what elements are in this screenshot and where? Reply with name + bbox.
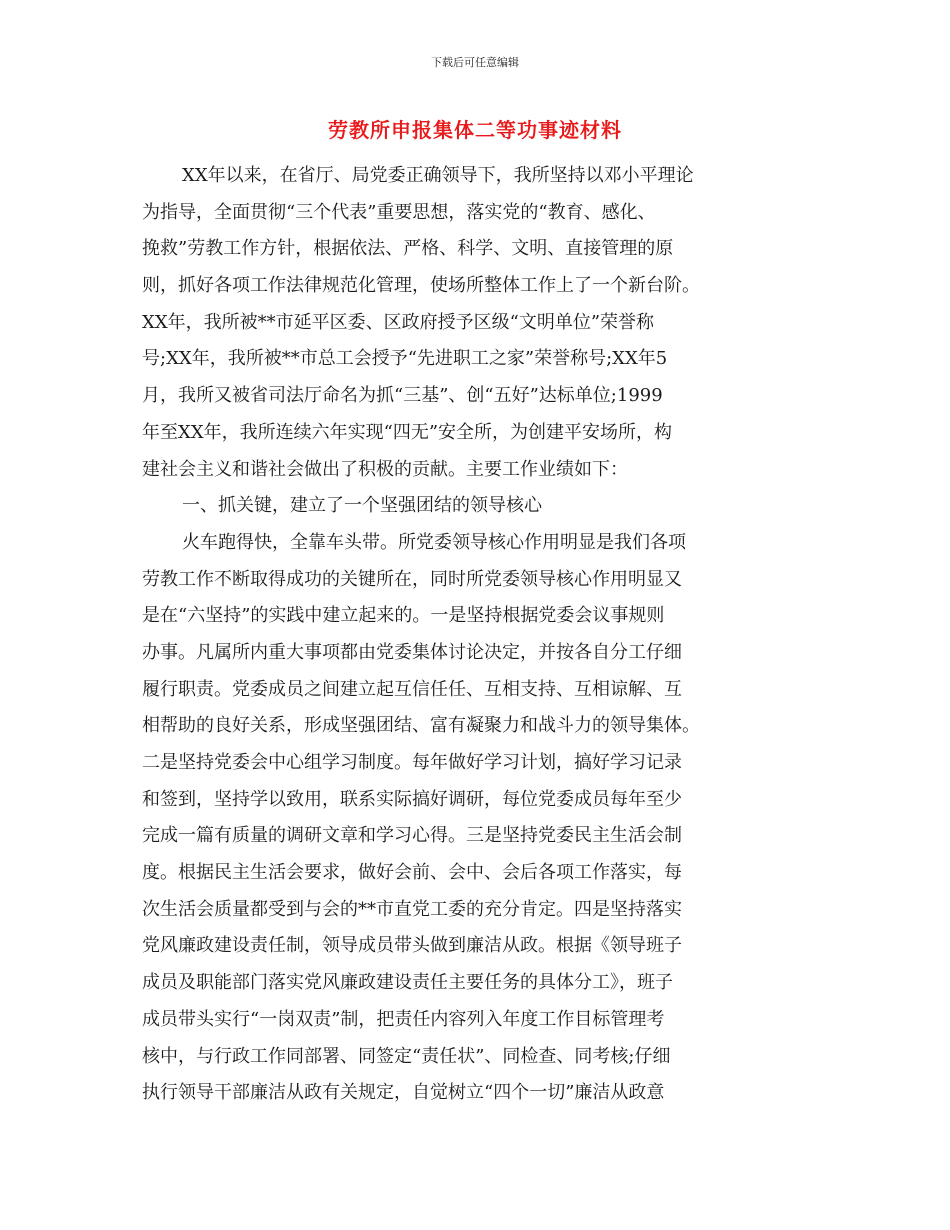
body-line: 则，抓好各项工作法律规范化管理，使场所整体工作上了一个新台阶。 [142, 275, 700, 297]
body-line: 相帮助的良好关系，形成坚强团结、富有凝聚力和战斗力的领导集体。 [142, 715, 700, 737]
body-line: 为指导，全面贯彻“三个代表”重要思想，落实党的“教育、感化、 [142, 201, 656, 223]
body-line: 月，我所又被省司法厅命名为抓“三基”、创“五好”达标单位;1999 [142, 385, 663, 407]
document-body [142, 158, 807, 1112]
body-line: 建社会主义和谐社会做出了积极的贡献。主要工作业绩如下： [142, 458, 628, 480]
body-line: 二是坚持党委会中心组学习制度。每年做好学习计划，搞好学习记录 [142, 752, 682, 773]
document-title: 劳教所申报集体二等功事迹材料 [328, 118, 622, 142]
body-line: 完成一篇有质量的调研文章和学习心得。三是坚持党委民主生活会制 [142, 825, 682, 847]
body-line: 劳教工作不断取得成功的关键所在，同时所党委领导核心作用明显又 [142, 568, 682, 590]
header-note: 下载后可任意编辑 [431, 56, 519, 69]
body-line: 是在“六坚持”的实践中建立起来的。一是坚持根据党委会议事规则 [142, 605, 665, 627]
body-line: 次生活会质量都受到与会的**市直党工委的充分肯定。四是坚持落实 [142, 898, 682, 920]
body-line: 度。根据民主生活会要求，做好会前、会中、会后各项工作落实，每 [142, 862, 682, 884]
body-line: XX年，我所被**市延平区委、区政府授予区级“文明单位”荣誉称 [142, 311, 655, 333]
body-line: XX年以来，在省厅、局党委正确领导下，我所坚持以邓小平理论 [182, 165, 694, 186]
body-line: 执行领导干部廉洁从政有关规定，自觉树立“四个一切”廉洁从政意 [142, 1082, 665, 1104]
body-line: 核中，与行政工作同部署、同签定“责任状”、同检查、同考核;仔细 [142, 1045, 671, 1067]
body-line: 办事。凡属所内重大事项都由党委集体讨论决定，并按各自分工仔细 [142, 641, 682, 663]
body-line: 成员及职能部门落实党风廉政建设责任主要任务的具体分工》，班子 [142, 972, 673, 994]
body-line: 挽救”劳教工作方针，根据依法、严格、科学、文明、直接管理的原 [142, 238, 674, 260]
section-heading: 一、抓关键，建立了一个坚强团结的领导核心 [182, 495, 542, 517]
body-line: 履行职责。党委成员之间建立起互信任任、互相支持、互相谅解、互 [142, 678, 682, 700]
body-line: 和签到，坚持学以致用，联系实际搞好调研，每位党委成员每年至少 [142, 788, 682, 810]
body-line: 党风廉政建设责任制，领导成员带头做到廉洁从政。根据《领导班子 [142, 935, 682, 957]
body-line: 年至XX年，我所连续六年实现“四无”安全所，为创建平安场所，构 [142, 421, 673, 443]
body-line: 火车跑得快，全靠车头带。所党委领导核心作用明显是我们各项 [182, 531, 686, 553]
body-line: 号;XX年，我所被**市总工会授予“先进职工之家”荣誉称号;XX年5 [142, 348, 668, 370]
body-line: 成员带头实行“一岗双责”制，把责任内容列入年度工作目标管理考 [142, 1008, 665, 1030]
